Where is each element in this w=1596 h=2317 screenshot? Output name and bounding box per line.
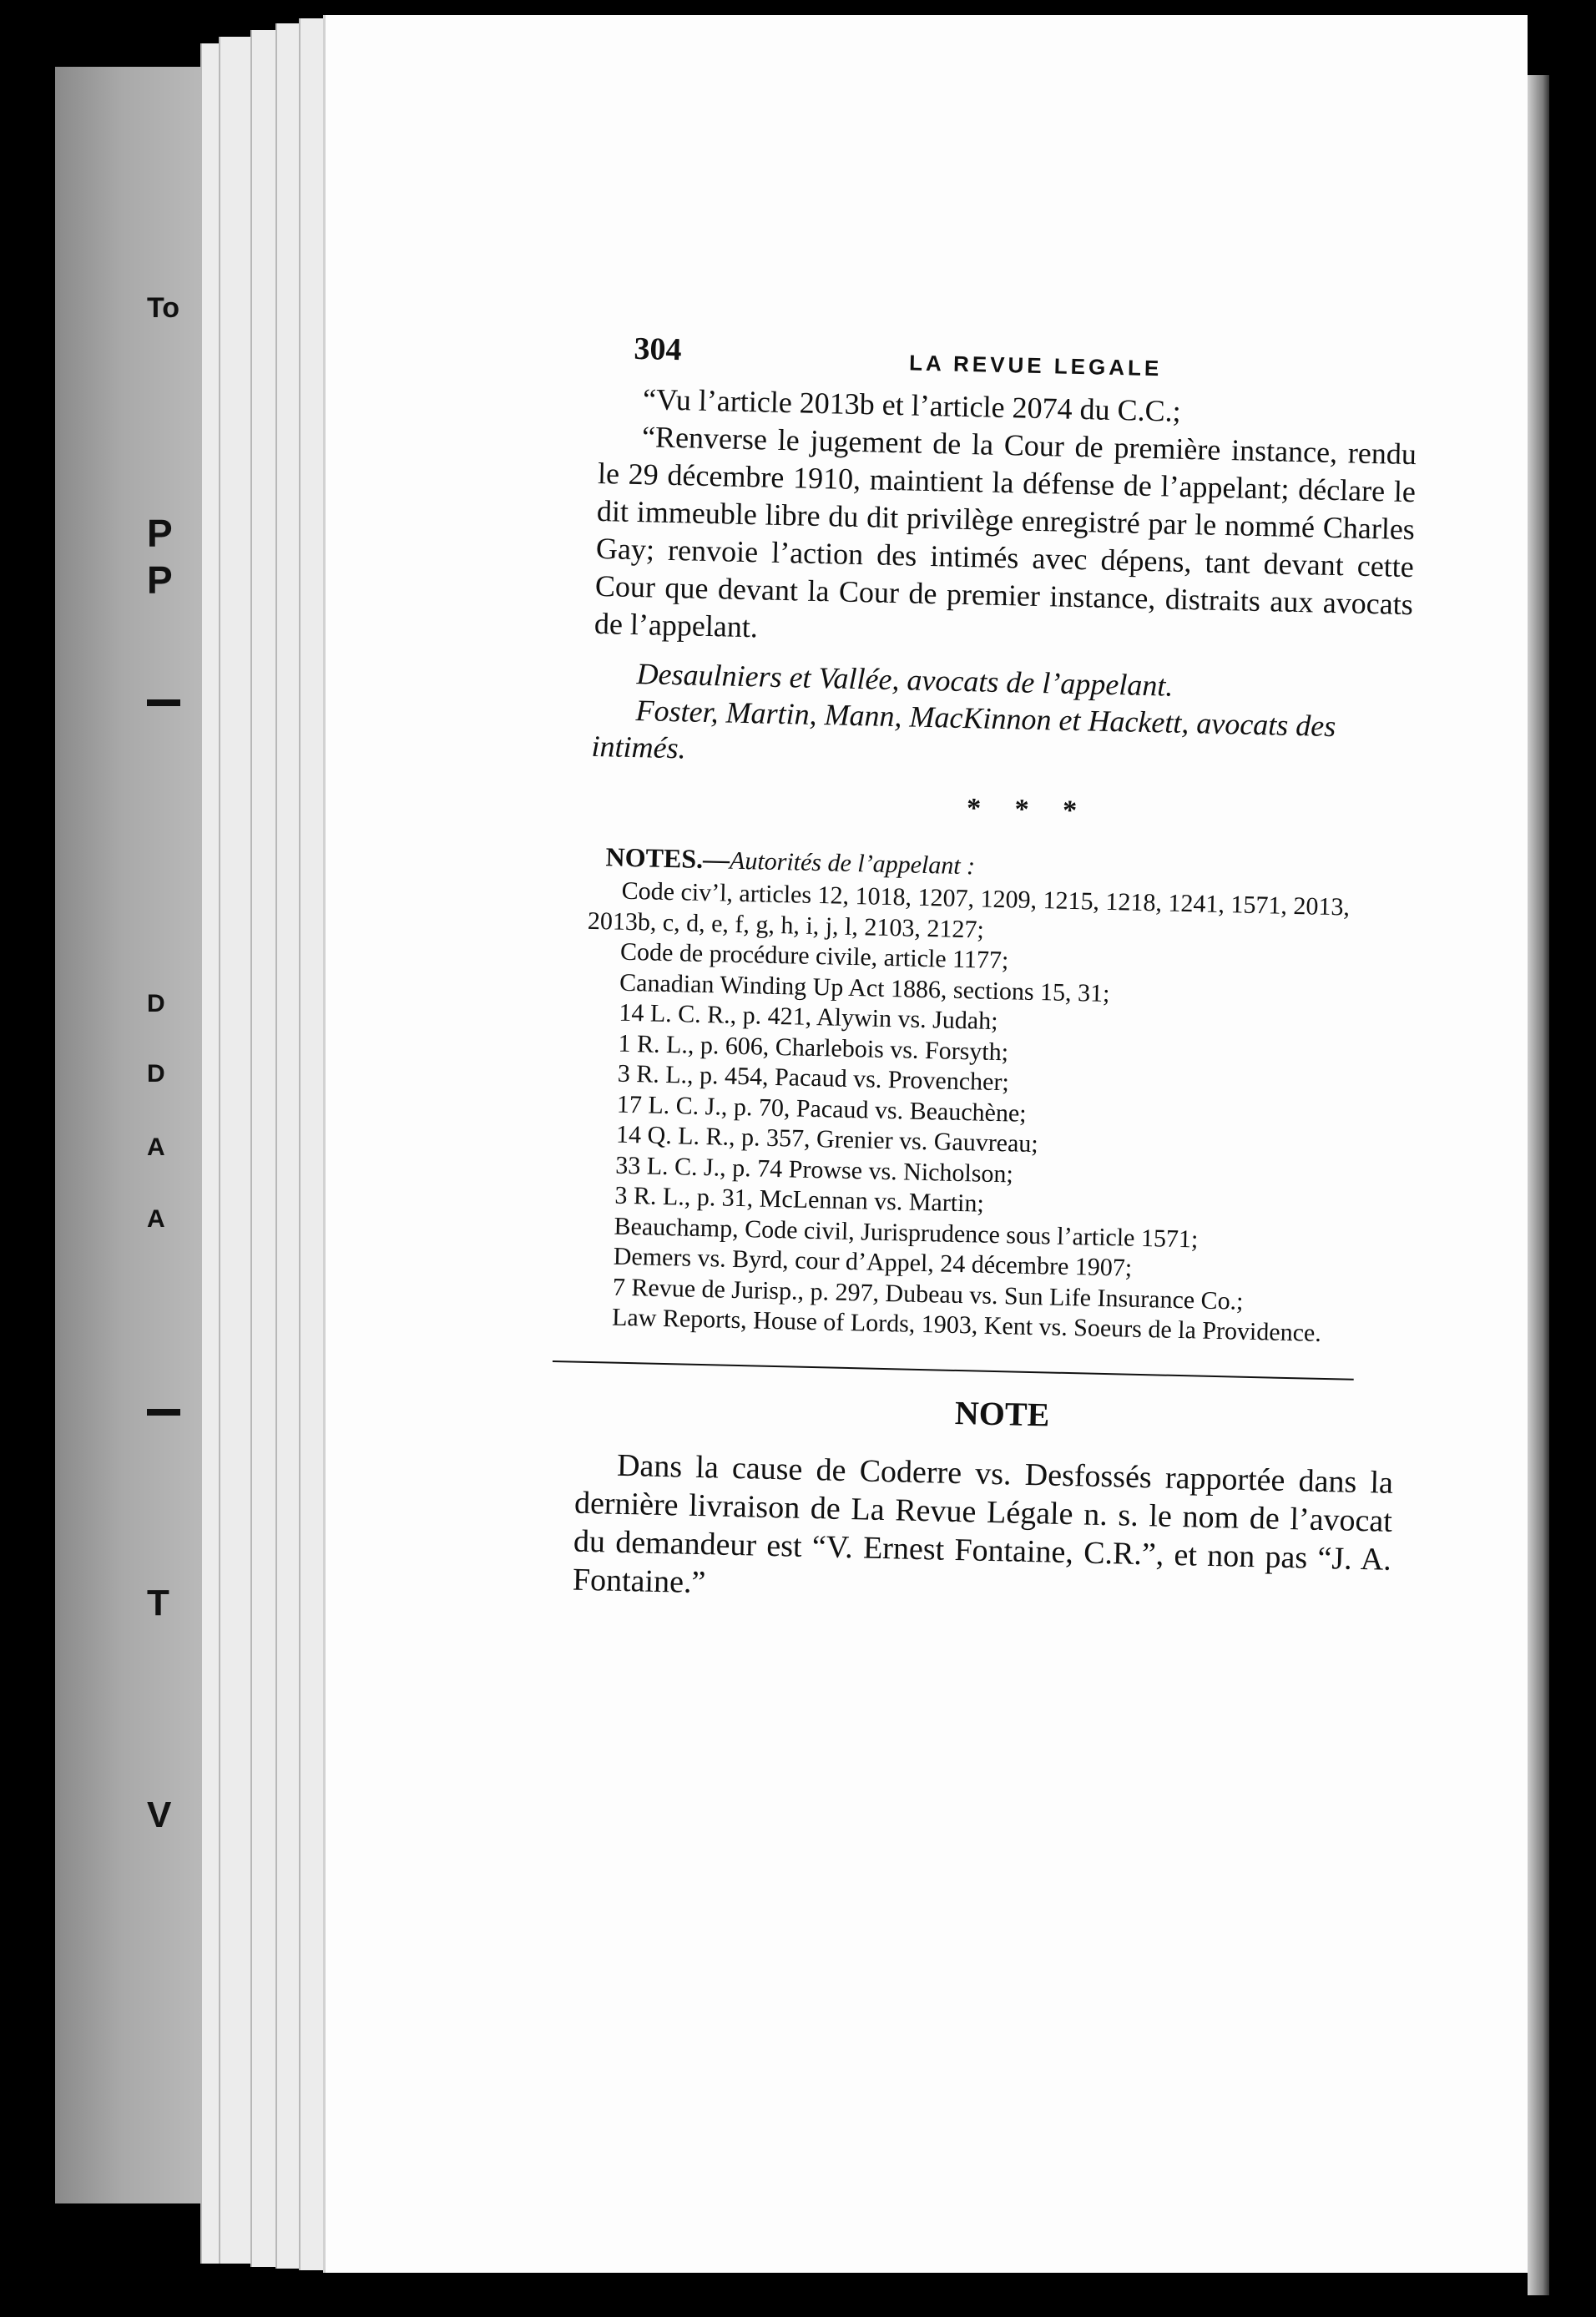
section-separator: * * *	[966, 793, 1091, 827]
authority-item: Law Reports, House of Lords, 1903, Kent vs. Soeurs de la Providence.	[611, 1303, 1322, 1347]
back-page-rule	[147, 699, 180, 706]
respondent-counsel: Foster, Martin, Mann, MacKinnon et Hackett, avocats des intimés.	[591, 694, 1336, 765]
back-page-fragment: V	[147, 1795, 172, 1835]
note-title: NOTE	[954, 1393, 1050, 1434]
judgment-line: “Vu l’article 2013b et l’article 2074 du C.C.;	[642, 382, 1182, 428]
back-page-fragment: T	[147, 1583, 169, 1623]
back-page-fragment: A	[147, 1205, 165, 1233]
back-page-fragment: P	[147, 512, 173, 555]
authority-item: Canadian Winding Up Act 1886, sections 15, 31;	[619, 968, 1110, 1007]
authority-item: 1 R. L., p. 606, Charlebois vs. Forsyth;	[618, 1029, 1009, 1066]
back-page-fragment: P	[147, 558, 173, 602]
authority-item: 3 R. L., p. 31, McLennan vs. Martin;	[614, 1181, 985, 1218]
authority-item: 33 L. C. J., p. 74 Prowse vs. Nicholson;	[614, 1151, 1014, 1188]
page-content	[573, 330, 1419, 1617]
note-body: Dans la cause de Coderre vs. Desfossés rapportée dans la dernière livraison de La Revue Légale n. s. le nom de l’avocat du demandeur est “V. Ernest Fontaine, C.R.”, et non pas “J. A. Fontaine.”	[572, 1447, 1394, 1600]
authority-item: 14 Q. L. R., p. 357, Grenier vs. Gauvreau;	[615, 1120, 1039, 1158]
authority-item: 17 L. C. J., p. 70, Pacaud vs. Beauchène;	[616, 1090, 1027, 1128]
authority-item: 3 R. L., p. 454, Pacaud vs. Provencher;	[617, 1059, 1010, 1097]
appellant-counsel: Desaulniers et Vallée, avocats de l’appelant.	[636, 657, 1174, 703]
back-page-fragment: A	[147, 1133, 165, 1161]
running-head: LA REVUE LEGALE	[908, 350, 1163, 381]
back-page-fragment: D	[147, 990, 165, 1017]
authority-item: 14 L. C. R., p. 421, Alywin vs. Judah;	[619, 998, 998, 1035]
back-page-fragment: To	[147, 292, 180, 324]
judgment-paragraph: “Renverse le jugement de la Cour de première instance, rendu le 29 décembre 1910, maintient la défense de l’appelant; déclare le dit immeuble libre du dit privilège enregistré par le nommé Charles Gay; renvoie l’action des intimés avec dépens, tant devant cette Cour que devant la Cour de premier instance, distraits aux avocats de l’appelant.	[593, 420, 1417, 644]
back-page	[55, 67, 222, 2203]
notes-label: NOTES.—	[605, 841, 730, 875]
authority-item: Code civ’l, articles 12, 1018, 1207, 1209, 1215, 1218, 1241, 1571, 2013, 2013b, c, d, e, f, g, h, i, j, l, 2103, 2127;	[587, 876, 1351, 944]
authority-item: Beauchamp, Code civil, Jurisprudence sous l’article 1571;	[614, 1212, 1199, 1254]
back-page-fragment: D	[147, 1060, 165, 1088]
authorities-list	[578, 876, 1407, 1351]
notes-subtitle: Autorités de l’appelant :	[729, 846, 976, 881]
back-page-rule	[147, 1409, 180, 1416]
section-rule	[553, 1360, 1354, 1381]
page-number: 304	[634, 331, 682, 368]
authority-item: 7 Revue de Jurisp., p. 297, Dubeau vs. Sun Life Insurance Co.;	[612, 1273, 1244, 1315]
book-spine	[1561, 0, 1596, 2317]
right-page-edge	[1528, 75, 1549, 2295]
authority-item: Code de procédure civile, article 1177;	[619, 937, 1009, 975]
authority-item: Demers vs. Byrd, cour d’Appel, 24 décembre 1907;	[613, 1242, 1133, 1282]
